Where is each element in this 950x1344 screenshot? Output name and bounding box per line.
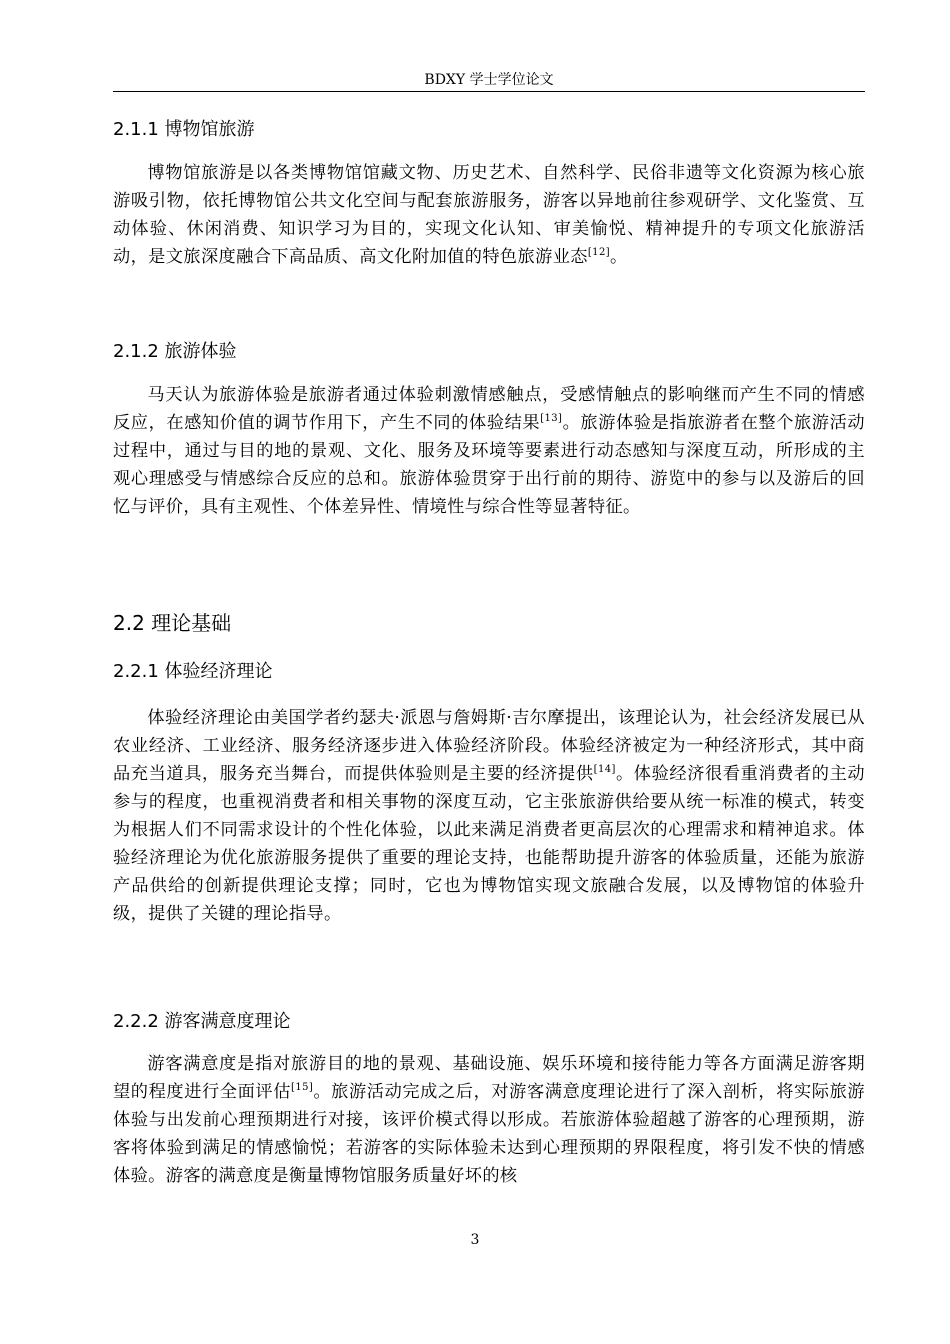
paragraph-text: 。旅游活动完成之后，对游客满意度理论进行了深入剖析，将实际旅游体验与出发前心理预期进行对接，该评价模式得以形成。若旅游体验超越了游客的心理预期，游客将体验到满足的情感愉悦；若游客的实际体验未达到心理预期的界限程度，将引发不快的情感体验。游客的满意度是衡量博物馆服务质量好坏的核 <box>113 1082 865 1186</box>
heading-2-1-2: 2.1.2 旅游体验 <box>113 341 237 362</box>
heading-2-2-2: 2.2.2 游客满意度理论 <box>113 1011 291 1032</box>
paragraph-text: 。旅游体验是指旅游者在整个旅游活动过程中，通过与目的地的景观、文化、服务及环境等要素进行动态感知与深度互动，所形成的主观心理感受与情感综合反应的总和。旅游体验贯穿于出行前的期待、游览中的参与以及游后的回忆与评价，具有主观性、个体差异性、情境性与综合性等显著特征。 <box>113 413 865 517</box>
paragraph-tourism-experience <box>113 381 865 521</box>
page-number: 3 <box>470 1232 480 1248</box>
paragraph-text: 。 <box>610 247 628 267</box>
paragraph-text: 博物馆旅游是以各类博物馆馆藏文物、历史艺术、自然科学、民俗非遗等文化资源为核心旅游吸引物，依托博物馆公共文化空间与配套旅游服务，游客以异地前往参观研学、文化鉴赏、互动体验、休闲消费、知识学习为目的，实现文化认知、审美愉悦、精神提升的专项文化旅游活动，是文旅深度融合下高品质、高文化附加值的特色旅游业态 <box>113 163 865 267</box>
citation-15: [15] <box>291 1082 314 1093</box>
heading-2-2-1: 2.2.1 体验经济理论 <box>113 661 273 682</box>
heading-2-1-1: 2.1.1 博物馆旅游 <box>113 119 255 140</box>
paragraph-museum-tourism <box>113 159 865 271</box>
paragraph-text: 游客满意度是指对旅游目的地的景观、基础设施、娱乐环境和接待能力等各方面满足游客期望的程度进行全面评估 <box>113 1054 865 1102</box>
paragraph-satisfaction-theory <box>113 1050 865 1190</box>
paragraph-text: 马天认为旅游体验是旅游者通过体验刺激情感触点，受感情触点的影响继而产生不同的情感反应，在感知价值的调节作用下，产生不同的体验结果 <box>113 385 865 433</box>
paragraph-text: 。体验经济很看重消费者的主动参与的程度，也重视消费者和相关事物的深度互动，它主张旅游供给要从统一标准的模式，转变为根据人们不同需求设计的个性化体验，以此来满足消费者更高层次的心理需求和精神追求。体验经济理论为优化旅游服务提供了重要的理论支持，也能帮助提升游客的体验质量，还能为旅游产品供给的创新提供理论支撑；同时，它也为博物馆实现文旅融合发展，以及博物馆的体验升级，提供了关键的理论指导。 <box>113 764 865 924</box>
citation-12: [12] <box>587 247 611 258</box>
citation-13: [13] <box>540 413 563 424</box>
running-header: BDXY 学士学位论文 <box>113 70 865 92</box>
citation-14: [14] <box>593 764 616 775</box>
paragraph-text: 体验经济理论由美国学者约瑟夫·派恩与詹姆斯·吉尔摩提出，该理论认为，社会经济发展已从农业经济、工业经济、服务经济逐步进入体验经济阶段。体验经济被定为一种经济形式，其中商品充当道具，服务充当舞台，而提供体验则是主要的经济提供 <box>113 708 865 784</box>
heading-2-2: 2.2 理论基础 <box>113 611 232 635</box>
paragraph-experience-economy <box>113 704 865 928</box>
